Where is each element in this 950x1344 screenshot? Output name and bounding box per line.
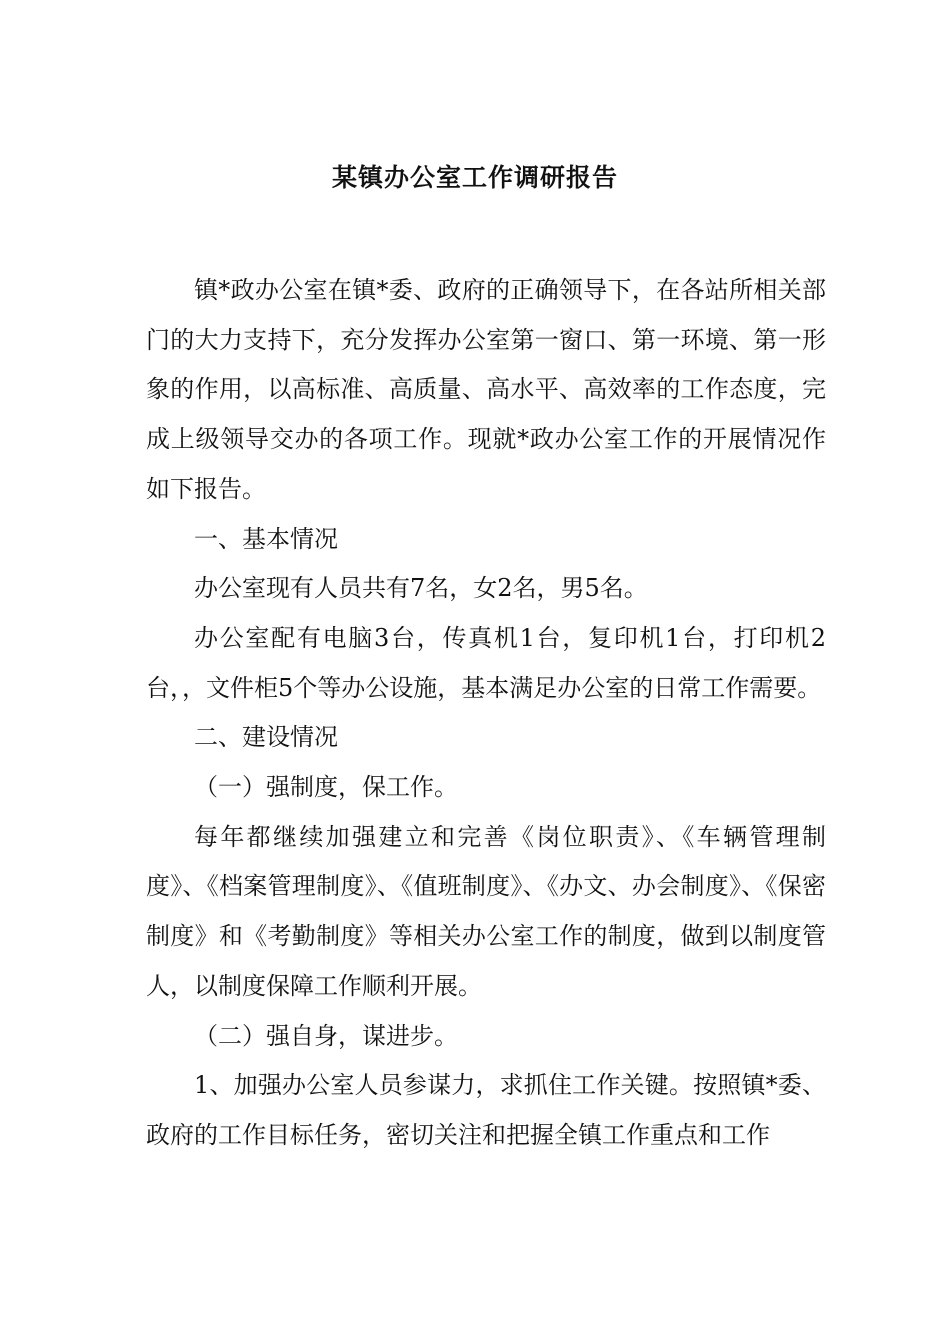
paragraph-intro: 镇*政办公室在镇*委、政府的正确领导下，在各站所相关部门的大力支持下，充分发挥办公室第一窗口、第一环境、第一形象的作用，以高标准、高质量、高水平、高效率的工作态度，完成上级领导交办的各项工作。现就*政办公室工作的开展情况作如下报告。	[146, 276, 826, 503]
subsection-heading-system: （一）强制度，保工作。	[194, 773, 458, 802]
subsection-heading-self: （二）强自身，谋进步。	[194, 1021, 458, 1050]
paragraph-system: 每年都继续加强建立和完善《岗位职责》、《车辆管理制度》、《档案管理制度》、《值班制度》、《办文、办会制度》、《保密制度》和《考勤制度》等相关办公室工作的制度，做到以制度管人，以制度保障工作顺利开展。	[146, 822, 826, 1000]
paragraph-staff: 办公室现有人员共有7名，女2名，男5名。	[194, 574, 648, 603]
section-heading-construction: 二、建设情况	[194, 723, 338, 752]
section-heading-basic: 一、基本情况	[194, 524, 338, 553]
paragraph-staff-advice: 1、加强办公室人员参谋力，求抓住工作关键。按照镇*委、政府的工作目标任务，密切关注和把握全镇工作重点和工作	[146, 1071, 826, 1149]
paragraph-equipment: 办公室配有电脑3台，传真机1台，复印机1台，打印机2台，，文件柜5个等办公设施，基本满足办公室的日常工作需要。	[146, 623, 826, 702]
document-title: 某镇办公室工作调研报告	[331, 163, 618, 192]
document-body	[146, 266, 826, 1161]
